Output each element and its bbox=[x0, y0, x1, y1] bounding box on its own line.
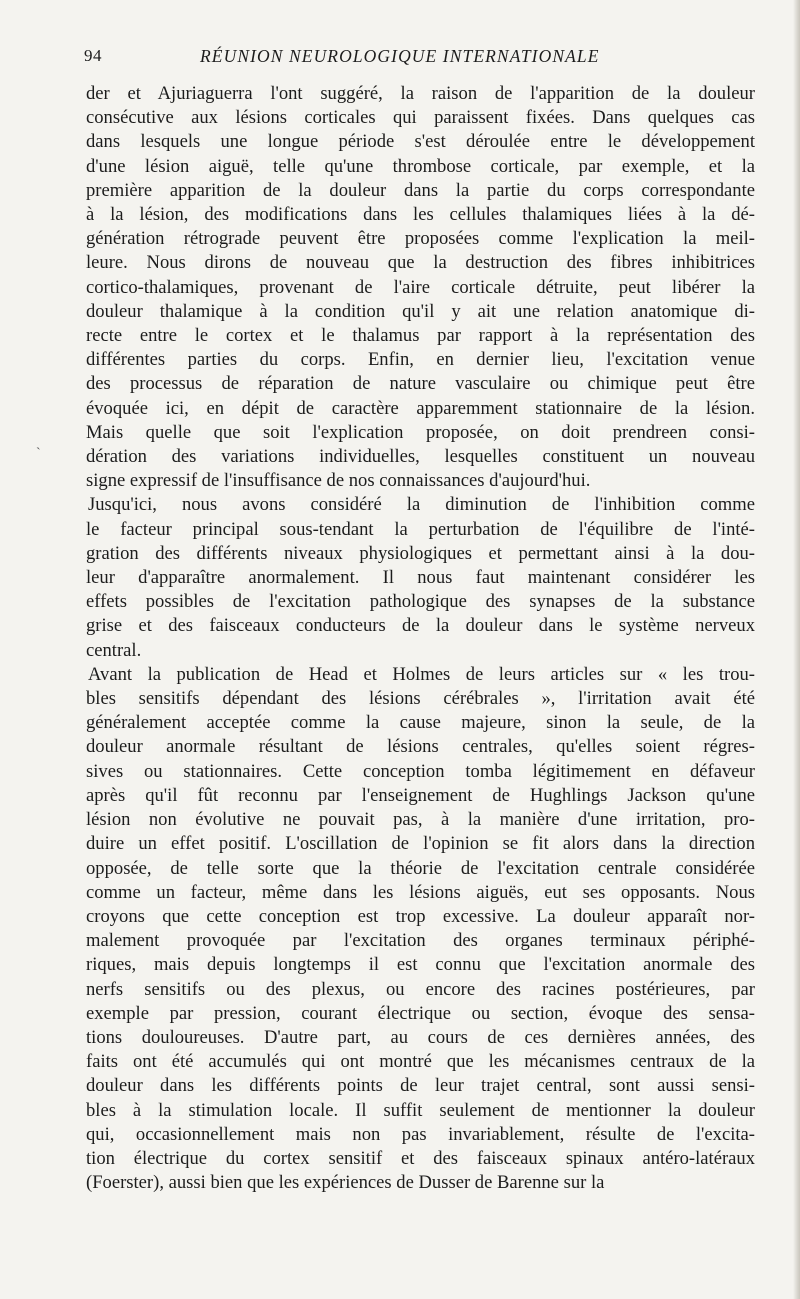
text-line: tion électrique du cortex sensitif et des faisceaux spinaux antéro-latéraux bbox=[86, 1147, 755, 1169]
text-line: duire un effet positif. L'oscillation de l'opinion se fit alors dans la direction bbox=[86, 833, 755, 855]
text-line: bles à la stimulation locale. Il suffit seulement de mentionner la douleur bbox=[86, 1099, 755, 1121]
text-line: différentes parties du corps. Enfin, en dernier lieu, l'excitation venue bbox=[86, 349, 755, 371]
margin-mark: ` bbox=[36, 446, 41, 461]
text-line: effets possibles de l'excitation pathologique des synapses de la substance bbox=[86, 591, 755, 613]
text-line: nerfs sensitifs ou des plexus, ou encore des racines postérieures, par bbox=[86, 978, 755, 1000]
running-header bbox=[84, 44, 754, 72]
text-line: après qu'il fût reconnu par l'enseignement de Hughlings Jackson qu'une bbox=[86, 784, 755, 806]
text-line: grise et des faisceaux conducteurs de la douleur dans le système nerveux bbox=[86, 615, 755, 637]
text-line: der et Ajuriaguerra l'ont suggéré, la raison de l'apparition de la douleur bbox=[86, 83, 755, 104]
text-line: à la lésion, des modifications dans les cellules thalamiques liées à la dé- bbox=[86, 204, 755, 226]
text-line: (Foerster), aussi bien que les expériences de Dusser de Barenne sur la bbox=[86, 1172, 605, 1194]
text-line: douleur anormale résultant de lésions centrales, qu'elles soient régres- bbox=[86, 736, 755, 758]
text-line: génération rétrograde peuvent être proposées comme l'explication la meil- bbox=[86, 228, 755, 250]
text-line: Avant la publication de Head et Holmes de leurs articles sur « les trou- bbox=[88, 663, 755, 685]
text-line: consécutive aux lésions corticales qui paraissent fixées. Dans quelques cas bbox=[86, 107, 755, 129]
text-line: croyons que cette conception est trop excessive. La douleur apparaît nor- bbox=[86, 905, 755, 927]
body-text bbox=[86, 82, 755, 1195]
running-title: RÉUNION NEUROLOGIQUE INTERNATIONALE bbox=[200, 46, 600, 66]
text-line: malement provoquée par l'excitation des organes terminaux périphé- bbox=[86, 930, 755, 952]
page-edge-shadow bbox=[793, 0, 800, 1299]
text-line: le facteur principal sous-tendant la perturbation de l'équilibre de l'inté- bbox=[86, 518, 755, 540]
text-line: douleur dans les différents points de leur trajet central, sont aussi sensi- bbox=[86, 1075, 755, 1097]
text-line: cortico-thalamiques, provenant de l'aire corticale détruite, peut libérer la bbox=[86, 276, 755, 298]
text-line: dération des variations individuelles, lesquelles constituent un nouveau bbox=[86, 446, 755, 468]
text-line: d'une lésion aiguë, telle qu'une thrombose corticale, par exemple, et la bbox=[86, 155, 755, 177]
text-line: faits ont été accumulés qui ont montré que les mécanismes centraux de la bbox=[86, 1051, 755, 1073]
text-line: des processus de réparation de nature vasculaire ou chimique peut être bbox=[86, 373, 755, 395]
text-line: bles sensitifs dépendant des lésions cérébrales », l'irritation avait été bbox=[86, 688, 755, 710]
text-line: qui, occasionnellement mais non pas invariablement, résulte de l'excita- bbox=[86, 1123, 755, 1145]
text-line: central. bbox=[86, 639, 142, 661]
text-line: douleur thalamique à la condition qu'il y ait une relation anatomique di- bbox=[86, 300, 755, 322]
paragraph bbox=[86, 82, 755, 493]
text-line: riques, mais depuis longtemps il est connu que l'excitation anormale des bbox=[86, 954, 755, 976]
text-line: gration des différents niveaux physiologiques et permettant ainsi à la dou- bbox=[86, 542, 755, 564]
text-line: Mais quelle que soit l'explication proposée, on doit prendreen consi- bbox=[86, 421, 755, 443]
paragraph bbox=[86, 663, 755, 1195]
text-line: tions douloureuses. D'autre part, au cours de ces dernières années, des bbox=[86, 1026, 755, 1048]
text-line: exemple par pression, courant électrique ou section, évoque des sensa- bbox=[86, 1002, 755, 1024]
text-line: dans lesquels une longue période s'est déroulée entre le développement bbox=[86, 131, 755, 153]
paragraph bbox=[86, 493, 755, 662]
text-line: leur d'apparaître anormalement. Il nous faut maintenant considérer les bbox=[86, 567, 755, 589]
text-line: leure. Nous dirons de nouveau que la destruction des fibres inhibitrices bbox=[86, 252, 755, 274]
text-line: première apparition de la douleur dans la partie du corps correspondante bbox=[86, 179, 755, 201]
text-line: Jusqu'ici, nous avons considéré la diminution de l'inhibition comme bbox=[88, 494, 755, 516]
text-line: généralement acceptée comme la cause majeure, sinon la seule, de la bbox=[86, 712, 755, 734]
text-line: évoquée ici, en dépit de caractère apparemment stationnaire de la lésion. bbox=[86, 397, 755, 419]
text-line: opposée, de telle sorte que la théorie de l'excitation centrale considérée bbox=[86, 857, 755, 879]
text-line: sives ou stationnaires. Cette conception tomba légitimement en défaveur bbox=[86, 760, 755, 782]
text-line: lésion non évolutive ne pouvait pas, à la manière d'une irritation, pro- bbox=[86, 809, 755, 831]
text-line: signe expressif de l'insuffisance de nos connaissances d'aujourd'hui. bbox=[86, 470, 591, 492]
page-number: 94 bbox=[84, 46, 102, 65]
text-line: recte entre le cortex et le thalamus par rapport à la représentation des bbox=[86, 325, 755, 347]
text-line: comme un facteur, même dans les lésions aiguës, eut ses opposants. Nous bbox=[86, 881, 755, 903]
